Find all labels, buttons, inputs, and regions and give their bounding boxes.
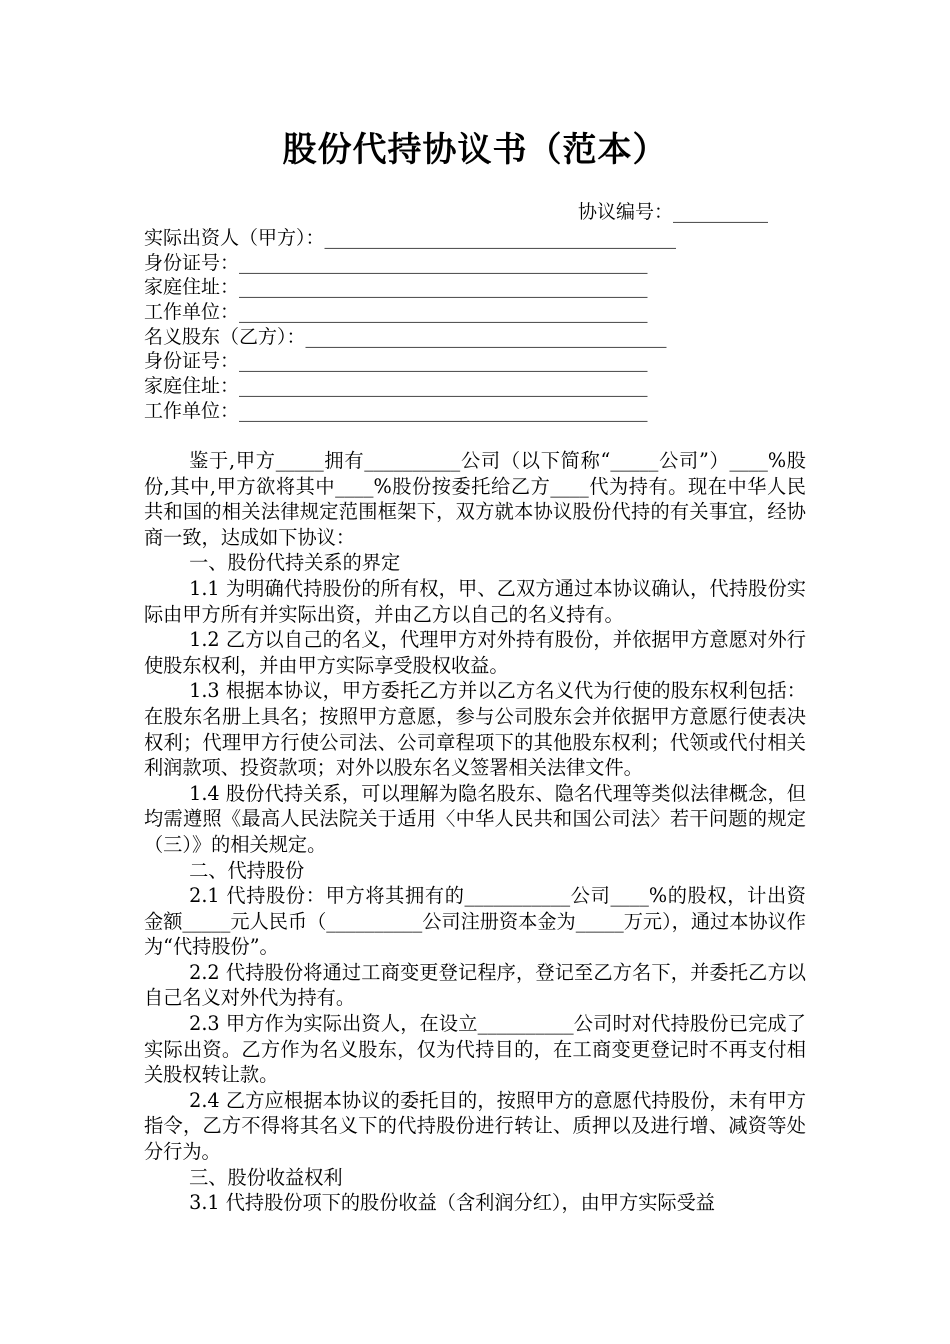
clause-paragraph: 2.2 代持股份将通过工商变更登记程序，登记至乙方名下，并委托乙方以自己名义对外代为持有。 — [144, 960, 806, 1010]
party-b-name-line: 名义股东（乙方）：______________________________________ — [144, 325, 667, 348]
agreement-number: 协议编号：__________ — [578, 201, 769, 223]
section-heading: 三、股份收益权利 — [189, 1165, 343, 1189]
clause-paragraph: 2.1 代持股份：甲方将其拥有的___________公司____%的股权，计出资金额_____元人民币（__________公司注册资本金为_____万元），通过本协议作为“代持股份”。 — [144, 884, 806, 959]
party-a-employer-line: 工作单位：___________________________________________ — [144, 301, 648, 324]
section-heading: 二、代持股份 — [189, 858, 305, 882]
party-a-id-line: 身份证号：___________________________________________ — [144, 251, 648, 274]
party-info-block — [144, 226, 764, 424]
agreement-body — [144, 448, 806, 1216]
clause-paragraph: 2.4 乙方应根据本协议的委托目的，按照甲方的意愿代持股份，未有甲方指令，乙方不得将其名义下的代持股份进行转让、质押以及进行增、减资等处分行为。 — [144, 1088, 806, 1164]
party-b-employer-line: 工作单位：___________________________________________ — [144, 399, 648, 422]
clause-paragraph: 1.1 为明确代持股份的所有权，甲、乙双方通过本协议确认，代持股份实际由甲方所有并实际出资，并由乙方以自己的名义持有。 — [144, 576, 806, 626]
clause-paragraph: 3.1 代持股份项下的股份收益（含利润分红），由甲方实际受益 — [189, 1191, 715, 1215]
clause-paragraph: 1.3 根据本协议，甲方委托乙方并以乙方名义代为行使的股东权利包括：在股东名册上具名；按照甲方意愿，参与公司股东会并依据甲方意愿行使表决权利；代理甲方行使公司法、公司章程项下的其他股东权利；代领或代付相关利润款项、投资款项；对外以股东名义签署相关法律文件。 — [144, 679, 806, 780]
party-b-address-line: 家庭住址：___________________________________________ — [144, 375, 648, 398]
party-a-name-line: 实际出资人（甲方）：_____________________________________ — [144, 227, 677, 249]
document-title: 股份代持协议书（范本） — [282, 130, 668, 170]
clause-paragraph: 1.4 股份代持关系，可以理解为隐名股东、隐名代理等类似法律概念，但均需遵照《最高人民法院关于适用〈中华人民共和国公司法〉若干问题的规定（三）》的相关规定。 — [144, 781, 806, 856]
section-heading: 一、股份代持关系的界定 — [189, 551, 401, 575]
clause-paragraph: 2.3 甲方作为实际出资人，在设立__________公司时对代持股份已完成了实际出资。乙方作为名义股东，仅为代持目的，在工商变更登记时不再支付相关股权转让款。 — [144, 1012, 806, 1087]
preamble-paragraph: 鉴于,甲方_____拥有__________公司（以下简称“_____公司”）____%股份,其中,甲方欲将其中____%股份按委托给乙方____代为持有。现在中华人民共和国的相关法律规定范围框架下，双方就本协议股份代持的有关事宜，经协商一致，达成如下协议： — [144, 449, 806, 549]
party-b-id-line: 身份证号：___________________________________________ — [144, 350, 648, 373]
party-a-address-line: 家庭住址：___________________________________________ — [144, 276, 648, 299]
clause-paragraph: 1.2 乙方以自己的名义，代理甲方对外持有股份，并依据甲方意愿对外行使股东权利，并由甲方实际享受股权收益。 — [144, 628, 806, 677]
